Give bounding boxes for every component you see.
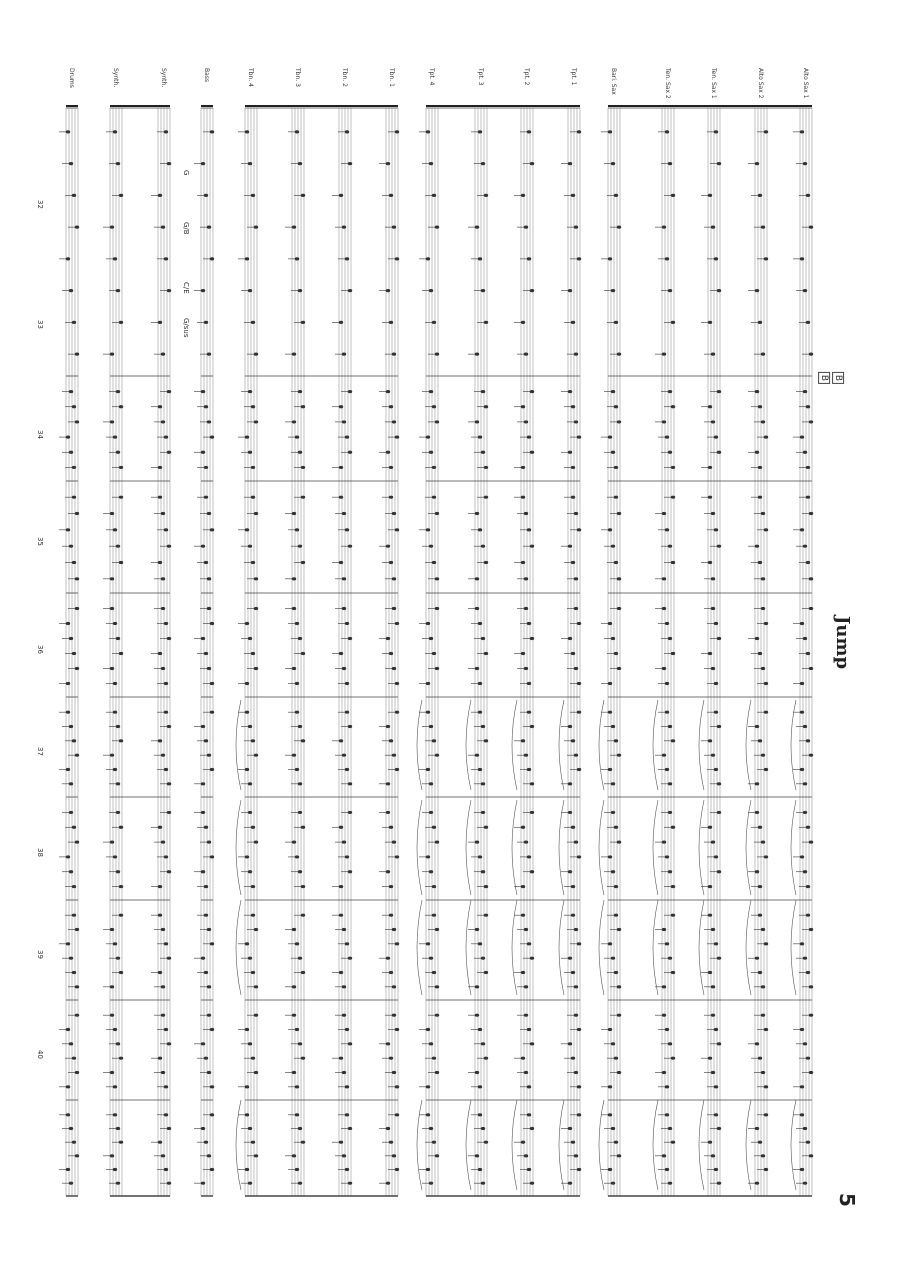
rehearsal-mark: B bbox=[818, 372, 830, 384]
slur bbox=[791, 800, 796, 895]
slur bbox=[417, 1100, 422, 1190]
instrument-label: Synth. bbox=[112, 68, 119, 88]
chord-symbol: G/sus bbox=[182, 318, 190, 338]
instrument-label: Bass bbox=[203, 68, 210, 83]
slur bbox=[236, 700, 241, 790]
slur bbox=[559, 700, 564, 790]
chord-symbol: C/E bbox=[182, 282, 190, 294]
instrument-label: Bari. Sax bbox=[610, 68, 617, 95]
slur bbox=[746, 700, 751, 790]
slur bbox=[599, 700, 604, 790]
instrument-label: Tbn. 1 bbox=[388, 68, 395, 87]
rehearsal-mark: B bbox=[832, 372, 844, 384]
page-number: 5 bbox=[835, 1193, 860, 1207]
slur bbox=[791, 900, 796, 995]
slur bbox=[466, 1100, 471, 1190]
slur bbox=[466, 800, 471, 895]
measure-number: 38 bbox=[36, 848, 44, 857]
measure-number: 37 bbox=[36, 747, 44, 756]
slur bbox=[791, 1100, 796, 1190]
slur bbox=[466, 900, 471, 995]
slur bbox=[699, 800, 704, 895]
score-title: Jump bbox=[832, 615, 854, 670]
slur bbox=[466, 700, 471, 790]
slur bbox=[236, 1100, 241, 1190]
instrument-label: Ten. Sax 1 bbox=[710, 68, 717, 99]
measure-number: 35 bbox=[36, 537, 44, 546]
slur bbox=[746, 800, 751, 895]
slur bbox=[417, 800, 422, 895]
slur bbox=[417, 900, 422, 995]
instrument-label: Alto Sax 2 bbox=[757, 68, 764, 99]
slur bbox=[559, 1100, 564, 1190]
instrument-label: Alto Sax 1 bbox=[802, 68, 809, 99]
measure-number: 32 bbox=[36, 200, 44, 209]
slur bbox=[746, 900, 751, 995]
slur bbox=[512, 1100, 517, 1190]
instrument-label: Tbn. 4 bbox=[247, 68, 254, 87]
measure-number: 40 bbox=[36, 1050, 44, 1059]
instrument-label: Tpt. 2 bbox=[523, 68, 530, 86]
slur bbox=[512, 800, 517, 895]
measure-number: 36 bbox=[36, 645, 44, 654]
measure-number: 39 bbox=[36, 950, 44, 959]
slur bbox=[653, 900, 658, 995]
slur bbox=[746, 1100, 751, 1190]
chord-symbol: G/B bbox=[182, 222, 190, 235]
slur bbox=[559, 800, 564, 895]
slur bbox=[236, 900, 241, 995]
slur bbox=[653, 1100, 658, 1190]
instrument-label: Tpt. 4 bbox=[428, 68, 435, 86]
slur bbox=[699, 900, 704, 995]
slur bbox=[417, 700, 422, 790]
slur bbox=[599, 900, 604, 995]
instrument-label: Tpt. 1 bbox=[570, 68, 577, 86]
instrument-label: Drums bbox=[68, 68, 75, 88]
slur bbox=[653, 800, 658, 895]
instrument-label: Tpt. 3 bbox=[477, 68, 484, 86]
instrument-label: Tbn. 2 bbox=[341, 68, 348, 87]
slur bbox=[559, 900, 564, 995]
slur bbox=[599, 800, 604, 895]
slur bbox=[512, 700, 517, 790]
measure-number: 34 bbox=[36, 430, 44, 439]
slur bbox=[236, 800, 241, 895]
instrument-label: Tbn. 3 bbox=[294, 68, 301, 87]
instrument-label: Ten. Sax 2 bbox=[664, 68, 671, 99]
slur bbox=[653, 700, 658, 790]
slur bbox=[699, 700, 704, 790]
slur bbox=[791, 700, 796, 790]
slur bbox=[512, 900, 517, 995]
measure-number: 33 bbox=[36, 320, 44, 329]
slur bbox=[599, 1100, 604, 1190]
chord-symbol: G bbox=[182, 170, 190, 176]
instrument-label: Synth. bbox=[160, 68, 167, 88]
slur bbox=[699, 1100, 704, 1190]
